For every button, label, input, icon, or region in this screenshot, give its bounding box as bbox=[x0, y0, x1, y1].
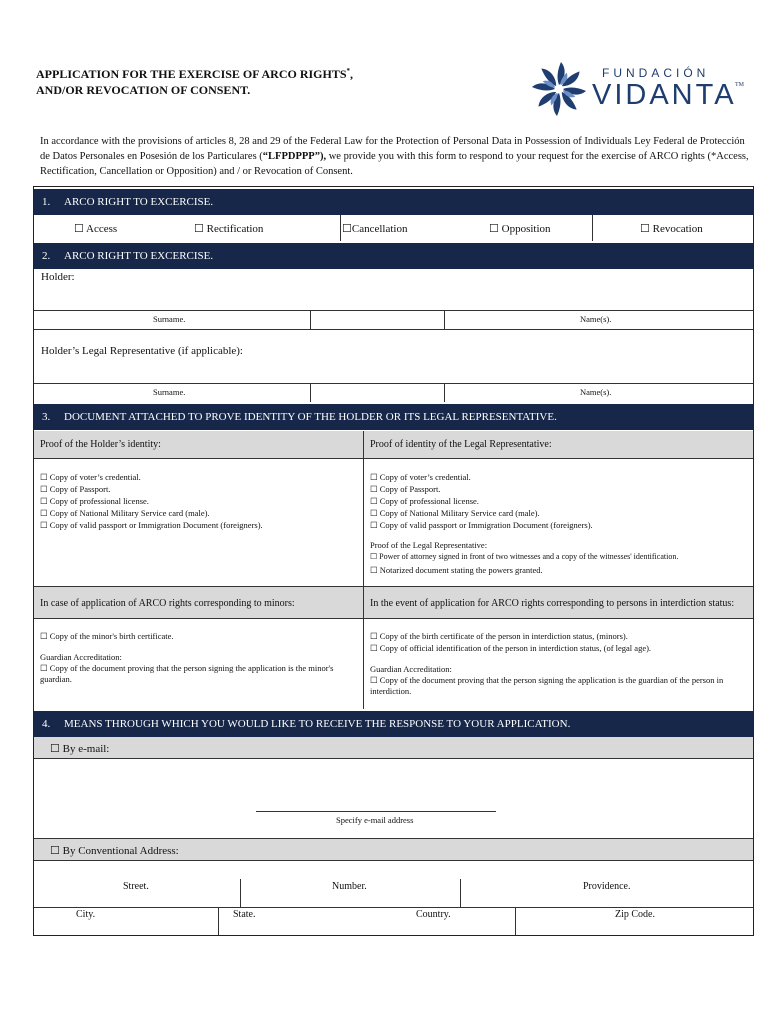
logo-trademark: TM bbox=[735, 82, 744, 88]
option-revocation[interactable] bbox=[640, 222, 703, 235]
address-checkbox[interactable]: ☐ bbox=[50, 845, 60, 857]
legal-rep-label: Holder’s Legal Representative (if applicable): bbox=[41, 345, 243, 357]
checkbox-icon[interactable]: ☐ bbox=[370, 472, 378, 482]
checkbox-icon[interactable]: ☐ bbox=[40, 520, 48, 530]
section-3-header bbox=[34, 404, 753, 430]
checkbox-icon[interactable]: ☐ bbox=[370, 520, 378, 530]
interdiction-official-id[interactable] bbox=[370, 642, 748, 654]
holder-name-field[interactable] bbox=[34, 285, 753, 309]
rectification-checkbox[interactable]: ☐ bbox=[194, 223, 204, 235]
holder-surname-caption: Surname. bbox=[153, 314, 186, 324]
doc-label: Copy of valid passport or Immigration Document (foreigners). bbox=[379, 520, 593, 530]
checkbox-icon[interactable]: ☐ bbox=[370, 643, 378, 653]
access-label: Access bbox=[86, 223, 118, 235]
revocation-label: Revocation bbox=[652, 223, 703, 235]
rep-proof-heading: Proof of the Legal Representative: bbox=[370, 540, 488, 550]
holder-doc-license[interactable] bbox=[40, 495, 263, 507]
arco-form bbox=[33, 186, 754, 936]
option-access[interactable] bbox=[74, 222, 117, 235]
intro-text-2: we provide you with this form to respond to your request for the exercise of ARCO rights (*Access, Rectification, Cancellation or Opposition) and / or Revocation of Consent. bbox=[40, 151, 749, 177]
revocation-checkbox[interactable]: ☐ bbox=[640, 223, 650, 235]
rep-doc-passport[interactable] bbox=[370, 483, 678, 495]
rep-doc-license[interactable] bbox=[370, 495, 678, 507]
checkbox-icon[interactable]: ☐ bbox=[370, 675, 378, 685]
email-input[interactable] bbox=[256, 787, 496, 811]
doc-label: Copy of the document proving that the person signing the application is the minor's guardian. bbox=[40, 663, 334, 684]
checkbox-icon[interactable]: ☐ bbox=[370, 565, 378, 575]
doc-label: Notarized document stating the powers granted. bbox=[379, 565, 543, 575]
holder-doc-voter[interactable] bbox=[40, 471, 263, 483]
number-field[interactable]: Number. bbox=[332, 881, 367, 892]
holder-doc-military[interactable] bbox=[40, 507, 263, 519]
legal-rep-name-field[interactable] bbox=[34, 359, 753, 383]
minors-guardian-label: Guardian Accreditation: bbox=[40, 652, 122, 662]
section-1-number: 1. bbox=[42, 196, 51, 208]
doc-label: Copy of Passport. bbox=[49, 484, 111, 494]
rep-id-list bbox=[370, 471, 678, 576]
access-checkbox[interactable]: ☐ bbox=[74, 223, 84, 235]
address-label: By Conventional Address: bbox=[62, 845, 179, 857]
intro-text-1: In accordance with the provisions of articles 8, 28 and 29 of the Federal Law for the Protection of Personal Data in Possession of Individuals Ley Federal de Protección de Datos Personales en Posesión de los Particulares ( bbox=[40, 136, 745, 162]
rep-doc-voter[interactable] bbox=[370, 471, 678, 483]
doc-label: Copy of professional license. bbox=[49, 496, 149, 506]
intro-paragraph bbox=[40, 134, 750, 179]
holder-names-caption: Name(s). bbox=[580, 314, 612, 324]
opposition-label: Opposition bbox=[501, 223, 551, 235]
email-checkbox[interactable]: ☐ bbox=[50, 743, 60, 755]
country-field[interactable]: Country. bbox=[416, 909, 451, 920]
email-caption: Specify e-mail address bbox=[336, 815, 414, 825]
doc-label: Copy of professional license. bbox=[379, 496, 479, 506]
holder-id-header: Proof of the Holder’s identity: bbox=[40, 439, 161, 450]
section-2-title: ARCO RIGHT TO EXCERCISE. bbox=[64, 250, 214, 262]
rep-doc-military[interactable] bbox=[370, 507, 678, 519]
checkbox-icon[interactable]: ☐ bbox=[40, 631, 48, 641]
city-field[interactable]: City. bbox=[76, 909, 96, 920]
logo-word-fundacion: FUNDACIÓN bbox=[602, 66, 710, 80]
option-cancellation[interactable] bbox=[342, 222, 407, 235]
zip-code-field[interactable]: Zip Code. bbox=[615, 909, 655, 920]
minors-docs bbox=[40, 630, 356, 685]
minors-header: In case of application of ARCO rights corresponding to minors: bbox=[40, 598, 295, 609]
doc-label: Copy of voter’s credential. bbox=[49, 472, 141, 482]
state-field[interactable]: State. bbox=[233, 909, 256, 920]
doc-label: Copy of the document proving that the person signing the application is the guardian of the person in interdiction. bbox=[370, 675, 724, 696]
email-label: By e-mail: bbox=[62, 743, 110, 755]
checkbox-icon[interactable]: ☐ bbox=[40, 508, 48, 518]
section-4-title: MEANS THROUGH WHICH YOU WOULD LIKE TO RECEIVE THE RESPONSE TO YOUR APPLICATION. bbox=[64, 718, 571, 730]
rep-doc-power-of-attorney[interactable] bbox=[370, 551, 678, 563]
interdiction-guardian-label: Guardian Accreditation: bbox=[370, 664, 452, 674]
checkbox-icon[interactable]: ☐ bbox=[370, 508, 378, 518]
section-1-title: ARCO RIGHT TO EXCERCISE. bbox=[64, 196, 214, 208]
holder-id-list bbox=[40, 471, 263, 531]
address-option[interactable] bbox=[50, 844, 179, 857]
providence-field[interactable]: Providence. bbox=[583, 881, 631, 892]
title-asterisk: * bbox=[346, 67, 350, 75]
checkbox-icon[interactable]: ☐ bbox=[40, 663, 48, 673]
minors-birth-cert[interactable] bbox=[40, 630, 356, 642]
doc-label: Copy of valid passport or Immigration Document (foreigners). bbox=[49, 520, 263, 530]
rectification-label: Rectification bbox=[206, 223, 264, 235]
doc-label: Power of attorney signed in front of two witnesses and a copy of the witnesses' identification. bbox=[379, 552, 679, 561]
doc-label: Copy of National Military Service card (male). bbox=[49, 508, 210, 518]
email-option[interactable] bbox=[50, 742, 109, 755]
interdiction-docs bbox=[370, 630, 748, 697]
section-1-header bbox=[34, 189, 753, 215]
holder-doc-immigration[interactable] bbox=[40, 519, 263, 531]
interdiction-header: In the event of application for ARCO rights corresponding to persons in interdiction status: bbox=[370, 598, 735, 609]
star-flower-icon bbox=[530, 60, 588, 118]
rep-id-header: Proof of identity of the Legal Representative: bbox=[370, 439, 552, 450]
checkbox-icon[interactable]: ☐ bbox=[370, 496, 378, 506]
section-3-title: DOCUMENT ATTACHED TO PROVE IDENTITY OF THE HOLDER OR ITS LEGAL REPRESENTATIVE. bbox=[64, 411, 557, 423]
rep-surname-caption: Surname. bbox=[153, 387, 186, 397]
option-rectification[interactable] bbox=[194, 222, 263, 235]
option-opposition[interactable] bbox=[489, 222, 551, 235]
title-comma: , bbox=[350, 67, 353, 81]
intro-law-acronym: “LFPDPPP”), bbox=[262, 151, 327, 162]
section-2-header bbox=[34, 243, 753, 269]
section-4-number: 4. bbox=[42, 718, 51, 730]
rep-doc-immigration[interactable] bbox=[370, 519, 678, 531]
cancellation-label: Cancellation bbox=[351, 223, 408, 235]
section-2-number: 2. bbox=[42, 250, 51, 262]
cancellation-checkbox[interactable]: ☐ bbox=[342, 223, 352, 235]
fundacion-vidanta-logo bbox=[530, 60, 748, 118]
checkbox-icon[interactable]: ☐ bbox=[370, 484, 378, 494]
checkbox-icon[interactable]: ☐ bbox=[40, 496, 48, 506]
doc-label: Copy of the birth certificate of the person in interdiction status, (minors). bbox=[379, 631, 628, 641]
interdiction-birth-cert[interactable] bbox=[370, 630, 748, 642]
holder-doc-passport[interactable] bbox=[40, 483, 263, 495]
holder-label: Holder: bbox=[41, 271, 75, 283]
form-title bbox=[36, 63, 353, 98]
doc-label: Copy of Passport. bbox=[379, 484, 441, 494]
title-line-2: AND/OR REVOCATION OF CONSENT. bbox=[36, 83, 251, 97]
checkbox-icon[interactable]: ☐ bbox=[370, 552, 378, 561]
rep-doc-notarized[interactable] bbox=[370, 564, 678, 576]
checkbox-icon[interactable]: ☐ bbox=[40, 484, 48, 494]
doc-label: Copy of voter’s credential. bbox=[379, 472, 471, 482]
doc-label: Copy of the minor's birth certificate. bbox=[49, 631, 174, 641]
checkbox-icon[interactable]: ☐ bbox=[370, 631, 378, 641]
street-field[interactable]: Street. bbox=[123, 881, 149, 892]
doc-label: Copy of official identification of the person in interdiction status, (of legal age). bbox=[379, 643, 652, 653]
section-4-header bbox=[34, 711, 753, 737]
minors-guardian-doc[interactable] bbox=[40, 663, 356, 685]
section-3-number: 3. bbox=[42, 411, 51, 423]
logo-word-vidanta: VIDANTA bbox=[592, 79, 737, 111]
interdiction-guardian-doc[interactable] bbox=[370, 675, 748, 697]
opposition-checkbox[interactable]: ☐ bbox=[489, 223, 499, 235]
checkbox-icon[interactable]: ☐ bbox=[40, 472, 48, 482]
doc-label: Copy of National Military Service card (male). bbox=[379, 508, 540, 518]
title-line-1: APPLICATION FOR THE EXERCISE OF ARCO RIGHTS bbox=[36, 67, 347, 81]
rep-names-caption: Name(s). bbox=[580, 387, 612, 397]
